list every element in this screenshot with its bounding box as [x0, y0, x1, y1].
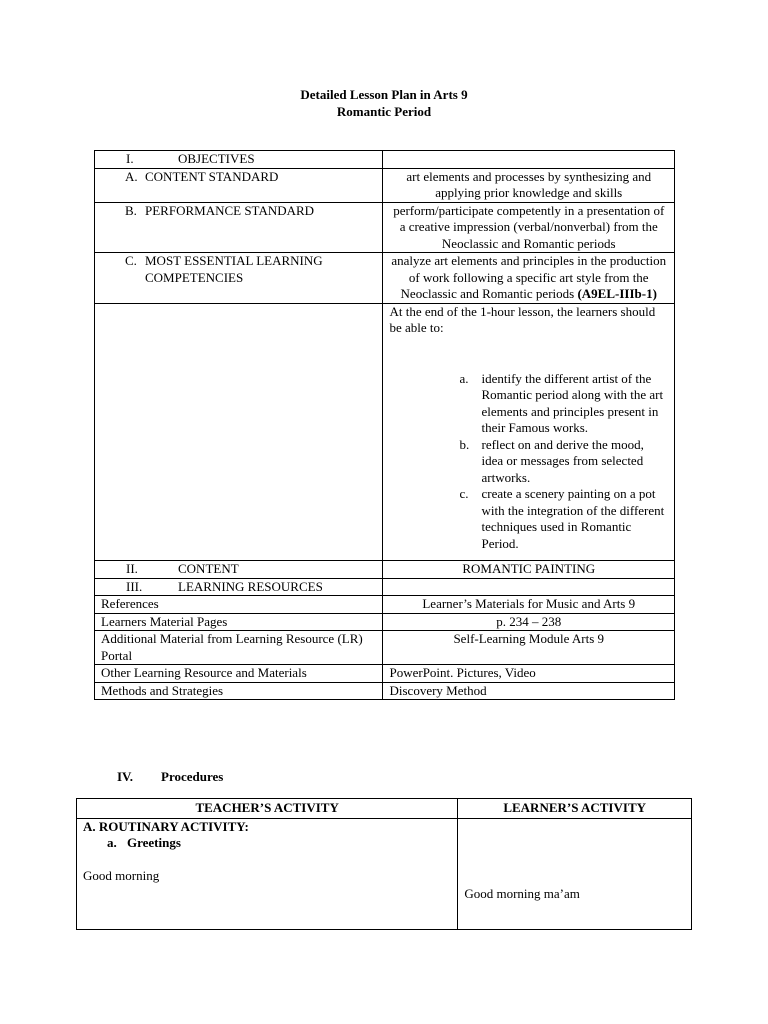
- row-label: Methods and Strategies: [95, 682, 383, 700]
- learner-activity-header: LEARNER’S ACTIVITY: [458, 799, 692, 819]
- table-header-row: [77, 799, 692, 819]
- teacher-line: Good morning: [83, 867, 160, 883]
- row-label: MOST ESSENTIAL LEARNING: [145, 253, 323, 268]
- table-row: III. LEARNING RESOURCES: [95, 578, 675, 596]
- table-row: [95, 665, 675, 683]
- row-value: analyze art elements and principles in the production of work following a specific art style from the Neoclassic and Romantic periods: [391, 253, 667, 301]
- competency-code: (A9EL-IIIb-1): [577, 286, 657, 301]
- table-row: [95, 303, 675, 561]
- list-item: c. create a scenery painting on a pot with the integration of the different techniques used in Romantic Period.: [459, 486, 665, 551]
- row-label: CONTENT STANDARD: [145, 168, 279, 184]
- row-label: Additional Material from Learning Resource (LR) Portal: [95, 631, 383, 665]
- row-label: References: [95, 596, 383, 614]
- doc-title: Detailed Lesson Plan in Arts 9: [300, 87, 468, 102]
- list-item: a. identify the different artist of the Romantic period along with the art elements and principles present in their Famous works.: [459, 370, 664, 435]
- learner-line: Good morning ma’am: [464, 885, 580, 901]
- section-label: OBJECTIVES: [178, 151, 255, 166]
- doc-subtitle: Romantic Period: [336, 104, 432, 119]
- section-label: LEARNING RESOURCES: [178, 578, 323, 594]
- row-value: art elements and processes by synthesizing and applying prior knowledge and skills: [383, 168, 675, 202]
- table-row: C. MOST ESSENTIAL LEARNING COMPETENCIES analyze art elements and principles in the production of work following a specific art style from the Neoclassic and Romantic periods (A9EL-IIIb-1): [95, 253, 675, 304]
- section-number: I.: [126, 151, 134, 166]
- row-label: Other Learning Resource and Materials: [95, 665, 383, 683]
- table-row: A. CONTENT STANDARD art elements and processes by synthesizing and applying prior knowledge and skills: [95, 168, 675, 202]
- row-value: Learner’s Materials for Music and Arts 9: [383, 596, 675, 614]
- greetings-label: a. Greetings: [107, 835, 181, 850]
- list-item: b. reflect on and derive the mood, idea or messages from selected artworks.: [459, 436, 644, 485]
- row-label: PERFORMANCE STANDARD: [145, 202, 315, 218]
- table-row: B. PERFORMANCE STANDARD perform/participate competently in a presentation of a creative impression (verbal/nonverbal) from the Neoclassic and Romantic periods: [95, 202, 675, 253]
- row-value: Self-Learning Module Arts 9: [383, 631, 675, 665]
- table-row: [95, 682, 675, 700]
- routinary-activity: A. ROUTINARY ACTIVITY:: [83, 818, 249, 834]
- procedures-heading: IV. Procedures: [117, 769, 224, 784]
- row-value: perform/participate competently in a presentation of a creative impression (verbal/nonverbal) from the Neoclassic and Romantic periods: [383, 202, 675, 253]
- table-row: [95, 613, 675, 631]
- table-row: [95, 596, 675, 614]
- row-value: p. 234 – 238: [383, 613, 675, 631]
- objectives-intro: At the end of the 1-hour lesson, the learners should be able to:: [389, 303, 656, 335]
- row-value: Discovery Method: [383, 682, 675, 700]
- lesson-plan-table: [94, 150, 675, 700]
- row-label-cont: COMPETENCIES: [145, 269, 244, 285]
- table-row: [95, 631, 675, 665]
- row-label: Learners Material Pages: [95, 613, 383, 631]
- table-row: II. CONTENT ROMANTIC PAINTING: [95, 561, 675, 579]
- procedures-table: [76, 798, 692, 930]
- row-value: PowerPoint. Pictures, Video: [383, 665, 675, 683]
- table-row: [95, 151, 675, 169]
- teacher-activity-header: TEACHER’S ACTIVITY: [77, 799, 458, 819]
- section-label: CONTENT: [178, 561, 239, 576]
- row-value: ROMANTIC PAINTING: [383, 561, 675, 579]
- table-row: [77, 818, 692, 929]
